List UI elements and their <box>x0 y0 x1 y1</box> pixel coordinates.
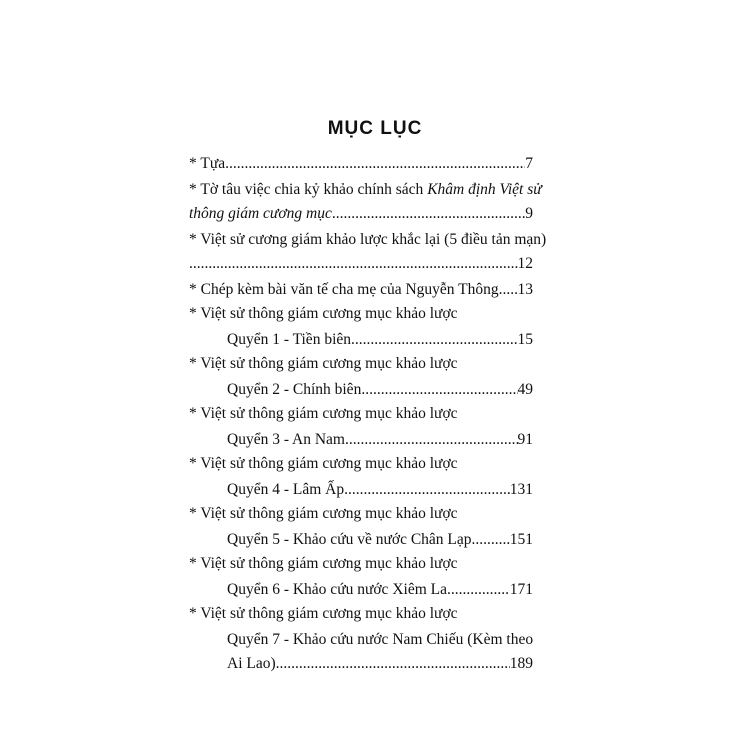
toc-entry-memorial-line2 <box>189 202 533 226</box>
toc-entry-text: * Việt sử thông giám cương mục khảo lược <box>189 605 458 622</box>
toc-subentry-volume-1 <box>227 328 533 352</box>
dot-leader <box>361 378 517 402</box>
dot-leader <box>499 278 518 302</box>
toc-subentry-text: Ai Lao) <box>227 655 276 672</box>
toc-entry-heading <box>189 552 533 576</box>
toc-entry-reprint-page-line <box>189 252 533 276</box>
toc-entry-eulogy <box>189 278 533 302</box>
dot-leader <box>344 478 510 502</box>
toc-subentry-text: Quyển 3 - An Nam <box>227 431 345 448</box>
toc-entry-heading <box>189 602 533 626</box>
toc-page-number: 15 <box>517 331 533 348</box>
toc-subentry-volume-7-line2 <box>227 652 533 676</box>
toc-entry-text: * Việt sử cương giám khảo lược khắc lại (5 điều tản mạn) <box>189 231 547 248</box>
toc-entry-text: * Tờ tâu việc chia kỷ khảo chính sách <box>189 181 428 198</box>
toc-subentry-volume-6 <box>227 578 533 602</box>
toc-entry-italic-title: Khâm định Việt sử <box>427 181 542 198</box>
toc-entry-text: * Việt sử thông giám cương mục khảo lược <box>189 405 458 422</box>
toc-entry-heading <box>189 452 533 476</box>
toc-entry-italic-title: thông giám cương mục <box>189 205 332 222</box>
toc-page-number: 151 <box>509 531 533 548</box>
toc-subentry-volume-7-line1 <box>227 628 533 652</box>
toc-page-number: 13 <box>517 281 533 298</box>
toc-page-number: 49 <box>517 381 533 398</box>
toc-entry-heading <box>189 502 533 526</box>
toc-page-number: 9 <box>525 205 533 222</box>
toc-page-number: 91 <box>517 431 533 448</box>
toc-entry-text: * Việt sử thông giám cương mục khảo lược <box>189 305 458 322</box>
toc-subentry-text: Quyển 5 - Khảo cứu về nước Chân Lạp <box>227 531 472 548</box>
toc-subentry-text: Quyển 7 - Khảo cứu nước Nam Chiếu (Kèm theo <box>227 631 534 648</box>
toc-entry-reprint <box>189 228 547 252</box>
dot-leader <box>276 652 510 676</box>
toc-page-number: 131 <box>509 481 533 498</box>
toc-entry-heading <box>189 352 533 376</box>
toc-subentry-text: Quyển 2 - Chính biên <box>227 381 362 398</box>
toc-entry-text: * Tựa <box>189 155 226 172</box>
dot-leader <box>351 328 518 352</box>
toc-entry-heading <box>189 302 533 326</box>
toc-page-number: 7 <box>525 155 533 172</box>
toc-subentry-text: Quyển 6 - Khảo cứu nước Xiêm La <box>227 581 447 598</box>
toc-subentry-volume-4 <box>227 478 533 502</box>
toc-entry-text: * Việt sử thông giám cương mục khảo lược <box>189 505 458 522</box>
toc-entry-text: * Việt sử thông giám cương mục khảo lược <box>189 455 458 472</box>
toc-subentry-volume-3 <box>227 428 533 452</box>
toc-subentry-volume-2 <box>227 378 533 402</box>
toc-subentry-volume-5 <box>227 528 533 552</box>
toc-subentry-text: Quyển 1 - Tiền biên <box>227 331 351 348</box>
toc-page-number: 189 <box>509 655 533 672</box>
toc-subentry-text: Quyển 4 - Lâm Ấp <box>227 481 345 498</box>
dot-leader <box>225 152 525 176</box>
toc-entry-text: * Chép kèm bài văn tế cha mẹ của Nguyễn Thông <box>189 281 499 298</box>
toc-entry-memorial-line1 <box>189 178 542 202</box>
toc-entry-text: * Việt sử thông giám cương mục khảo lược <box>189 355 458 372</box>
dot-leader <box>345 428 518 452</box>
dot-leader <box>447 578 510 602</box>
page-title: MỤC LỤC <box>327 118 423 139</box>
dot-leader <box>189 252 518 276</box>
toc-entry-text: * Việt sử thông giám cương mục khảo lược <box>189 555 458 572</box>
toc-page-number: 12 <box>517 255 533 272</box>
toc-entry-preface <box>189 152 533 176</box>
toc-page-number: 171 <box>509 581 533 598</box>
toc-entry-heading <box>189 402 533 426</box>
dot-leader <box>472 528 510 552</box>
dot-leader <box>332 202 525 226</box>
